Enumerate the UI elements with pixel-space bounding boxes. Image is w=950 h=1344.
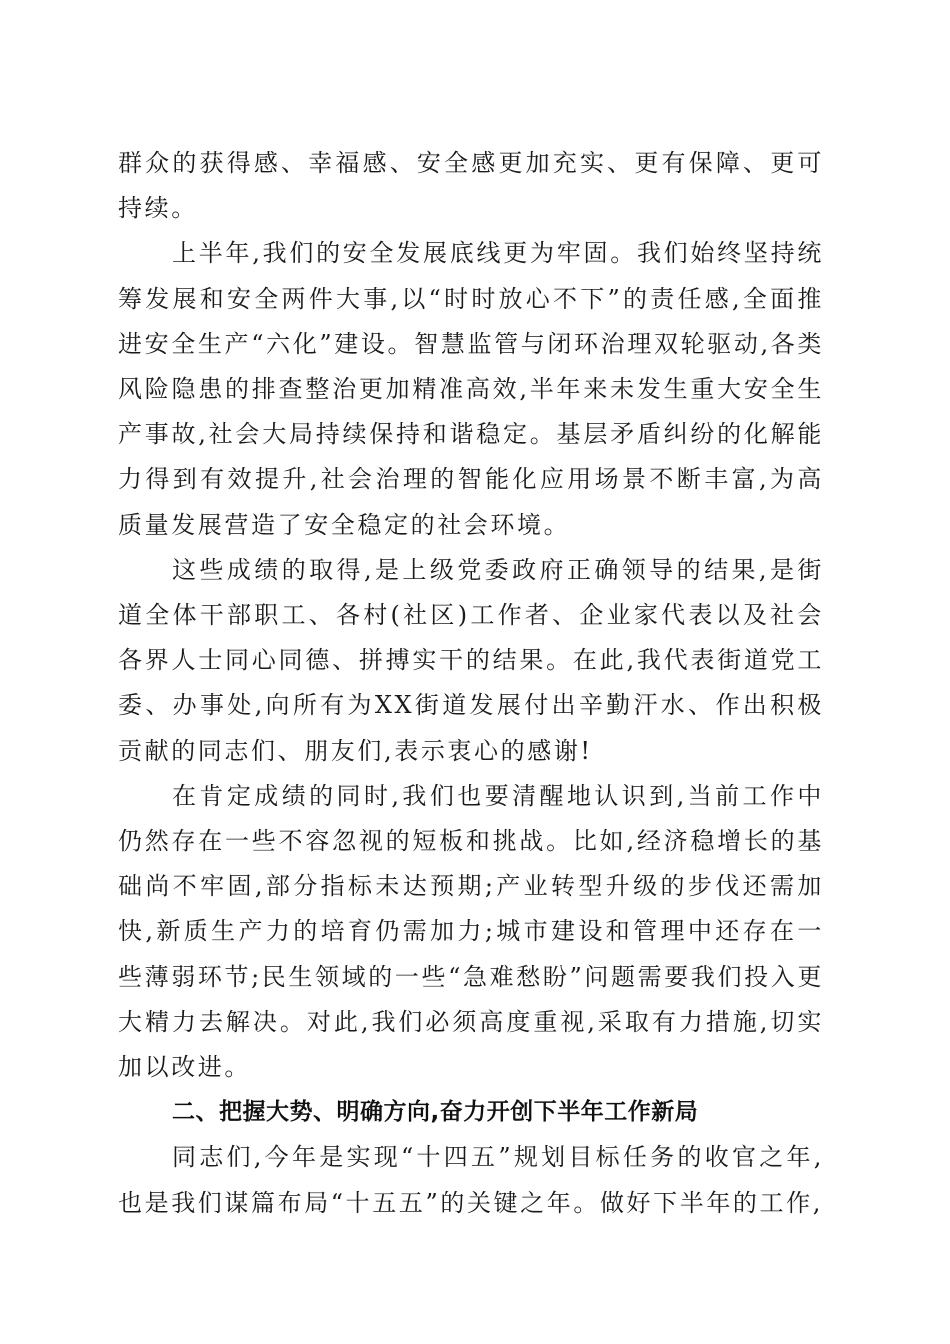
paragraph-continuation: 群众的获得感、幸福感、安全感更加充实、更有保障、更可持续。	[118, 149, 824, 223]
section-heading: 二、把握大势、明确方向,奋力开创下半年工作新局	[172, 1099, 699, 1126]
paragraph-acknowledgement: 这些成绩的取得,是上级党委政府正确领导的结果,是街道全体干部职工、各村(社区)工作者、企业家代表以及社会各界人士同心同德、拼搏实干的结果。在此,我代表街道党工委、办事处,向所有为XX街道发展付出辛勤汗水、作出积极贡献的同志们、朋友们,表示衷心的感谢!	[118, 555, 824, 765]
paragraph-shortcomings: 在肯定成绩的同时,我们也要清醒地认识到,当前工作中仍然存在一些不容忽视的短板和挑战。比如,经济稳增长的基础尚不牢固,部分指标未达预期;产业转型升级的步伐还需加快,新质生产力的培育仍需加力;城市建设和管理中还存在一些薄弱环节;民生领域的一些“急难愁盼”问题需要我们投入更大精力去解决。对此,我们必须高度重视,采取有力措施,切实加以改进。	[118, 781, 824, 1082]
document-page	[118, 141, 824, 1226]
paragraph-safety-development: 上半年,我们的安全发展底线更为牢固。我们始终坚持统筹发展和安全两件大事,以“时时放心不下”的责任感,全面推进安全生产“六化”建设。智慧监管与闭环治理双轮驱动,各类风险隐患的排查整治更加精准高效,半年来未发生重大安全生产事故,社会大局持续保持和谐稳定。基层矛盾纠纷的化解能力得到有效提升,社会治理的智能化应用场景不断丰富,为高质量发展营造了安全稳定的社会环境。	[118, 239, 824, 539]
paragraph-second-half-intro: 同志们,今年是实现“十四五”规划目标任务的收官之年,也是我们谋篇布局“十五五”的关键之年。做好下半年的工作,	[118, 1143, 824, 1217]
